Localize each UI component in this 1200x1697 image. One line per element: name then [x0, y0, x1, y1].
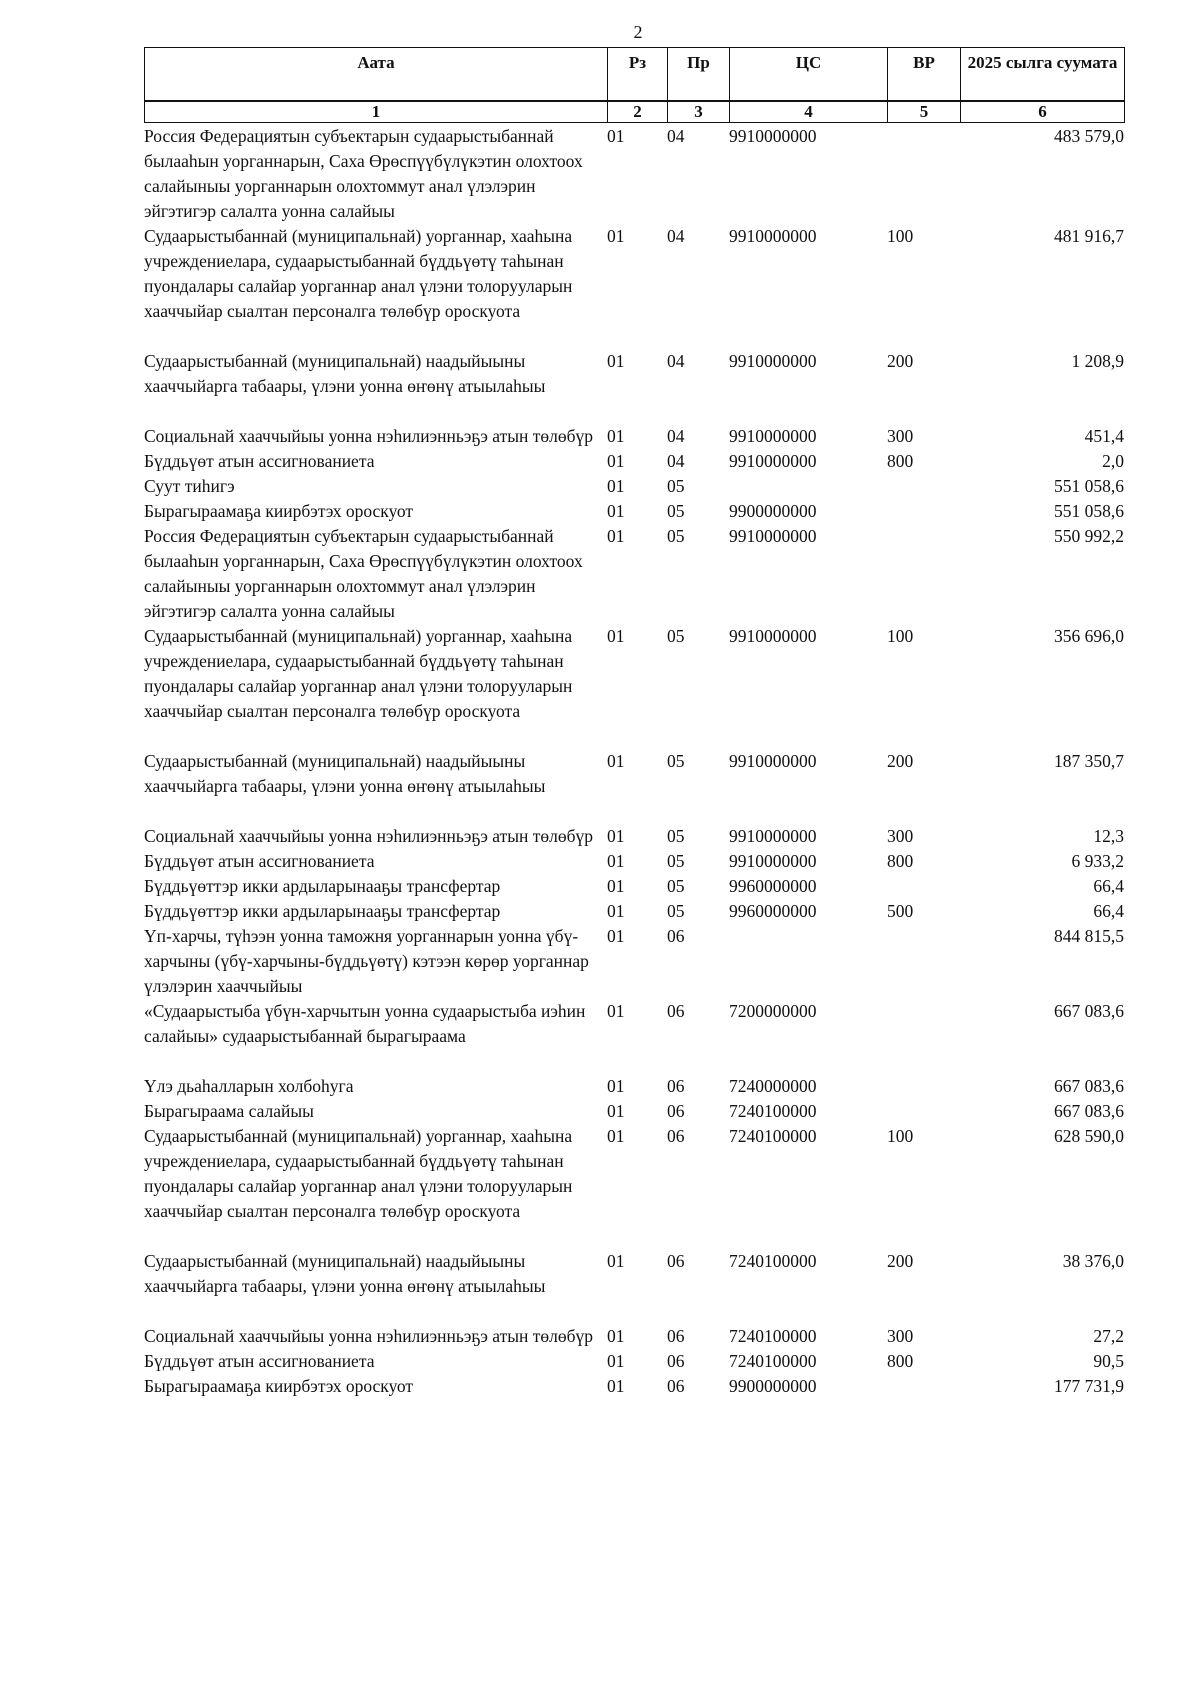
cell-rz: 01	[607, 476, 625, 496]
cell-rz: 01	[607, 826, 625, 846]
cell-amount: 2,0	[1102, 451, 1124, 471]
cell-pr: 04	[667, 351, 685, 371]
cell-vr: 100	[887, 226, 914, 246]
table-row	[144, 424, 1124, 449]
cell-rz: 01	[607, 526, 625, 546]
table-row	[144, 1324, 1124, 1349]
header-rz: Рз	[608, 48, 668, 102]
cell-vr: 100	[887, 626, 914, 646]
cell-amount: 551 058,6	[1054, 501, 1124, 521]
cell-amount: 667 083,6	[1054, 1101, 1124, 1121]
table-row	[144, 224, 1124, 349]
table-row	[144, 849, 1124, 874]
cell-name: Бүддьүөттэр икки ардыларынааҕы трансфертар	[144, 901, 501, 921]
cell-name: Судаарыстыбаннай (муниципальнай) уорганнар, хааһына учреждениелара, судаарыстыбаннай бүддьүөтү таһынан пуондалары салайар уорганнар анал үлэни толорууларын хааччыйар сыалтан персоналга төлөбүр ороскуота	[144, 226, 573, 321]
cell-cs: 9910000000	[729, 226, 817, 246]
cell-amount: 187 350,7	[1054, 751, 1124, 771]
cell-pr: 06	[667, 1076, 685, 1096]
table-row	[144, 924, 1124, 999]
cell-vr	[887, 474, 960, 499]
cell-rz: 01	[607, 901, 625, 921]
cell-vr	[887, 924, 960, 999]
cell-pr: 05	[667, 751, 685, 771]
cell-name: Бүддьүөттэр икки ардыларынааҕы трансфертар	[144, 876, 501, 896]
cell-vr: 300	[887, 426, 914, 446]
cell-rz: 01	[607, 126, 625, 146]
table-row	[144, 624, 1124, 749]
cell-rz: 01	[607, 1351, 625, 1371]
cell-vr	[887, 524, 960, 624]
cell-name: Судаарыстыбаннай (муниципальнай) уорганнар, хааһына учреждениелара, судаарыстыбаннай бүддьүөтү таһынан пуондалары салайар уорганнар анал үлэни толорууларын хааччыйар сыалтан персоналга төлөбүр ороскуота	[144, 1126, 573, 1221]
cell-name: Бырагыраамаҕа киирбэтэх ороскуот	[144, 501, 414, 521]
cell-amount: 27,2	[1093, 1326, 1124, 1346]
cell-cs	[729, 924, 887, 999]
cell-cs: 7240000000	[729, 1076, 817, 1096]
cell-vr: 300	[887, 826, 914, 846]
cell-vr	[887, 1074, 960, 1099]
cell-pr: 06	[667, 1376, 685, 1396]
table-row	[144, 524, 1124, 624]
cell-vr: 800	[887, 1351, 914, 1371]
table-row	[144, 1374, 1124, 1399]
cell-name: «Судаарыстыба үбүн-харчытын уонна судаарыстыба иэһин салайыы» судаарыстыбаннай бырагыраама	[144, 1001, 586, 1046]
cell-pr: 05	[667, 476, 685, 496]
budget-table	[144, 124, 1124, 1399]
cell-cs: 9910000000	[729, 851, 817, 871]
table-row	[144, 1124, 1124, 1249]
cell-rz: 01	[607, 451, 625, 471]
cell-rz: 01	[607, 1076, 625, 1096]
cell-pr: 06	[667, 1326, 685, 1346]
cell-vr: 100	[887, 1126, 914, 1146]
cell-pr: 05	[667, 526, 685, 546]
table-row	[144, 124, 1124, 224]
cell-pr: 05	[667, 826, 685, 846]
cell-pr: 05	[667, 876, 685, 896]
cell-amount: 66,4	[1093, 901, 1124, 921]
cell-name: Бүддьүөт атын ассигнованиета	[144, 1351, 375, 1371]
cell-pr: 06	[667, 1251, 685, 1271]
cell-cs: 9910000000	[729, 751, 817, 771]
cell-amount: 6 933,2	[1071, 851, 1124, 871]
cell-rz: 01	[607, 1376, 625, 1396]
cell-amount: 667 083,6	[1054, 1076, 1124, 1096]
table-row	[144, 749, 1124, 824]
cell-vr: 300	[887, 1326, 914, 1346]
cell-amount: 66,4	[1093, 876, 1124, 896]
table-row	[144, 449, 1124, 474]
col-number-5: 5	[888, 101, 961, 123]
table-row	[144, 1099, 1124, 1124]
header-pr: Пр	[668, 48, 730, 102]
cell-rz: 01	[607, 751, 625, 771]
cell-cs: 7240100000	[729, 1126, 817, 1146]
cell-cs: 9910000000	[729, 526, 817, 546]
cell-amount: 177 731,9	[1054, 1376, 1124, 1396]
cell-cs: 7240100000	[729, 1326, 817, 1346]
col-number-6: 6	[961, 101, 1125, 123]
table-row	[144, 474, 1124, 499]
cell-cs	[729, 474, 887, 499]
cell-rz: 01	[607, 1126, 625, 1146]
cell-name: Бүддьүөт атын ассигнованиета	[144, 851, 375, 871]
cell-name: Судаарыстыбаннай (муниципальнай) уорганнар, хааһына учреждениелара, судаарыстыбаннай бүддьүөтү таһынан пуондалары салайар уорганнар анал үлэни толорууларын хааччыйар сыалтан персоналга төлөбүр ороскуота	[144, 626, 573, 721]
cell-name: Россия Федерациятын субъектарын судаарыстыбаннай былааһын уорганнарын, Саха Өрөспүүбүлүкэтин олохтоох салайыныы уорганнарын олохтоммут анал үлэлэрин эйгэтигэр салалта уонна салайыы	[144, 126, 583, 221]
cell-rz: 01	[607, 851, 625, 871]
cell-pr: 06	[667, 1351, 685, 1371]
cell-vr: 800	[887, 851, 914, 871]
cell-name: Үлэ дьаһалларын холбоһуга	[144, 1076, 354, 1096]
cell-cs: 9960000000	[729, 876, 817, 896]
cell-rz: 01	[607, 1001, 625, 1021]
cell-rz: 01	[607, 876, 625, 896]
cell-cs: 9910000000	[729, 126, 817, 146]
table-row	[144, 1349, 1124, 1374]
cell-cs: 7200000000	[729, 1001, 817, 1021]
cell-amount: 667 083,6	[1054, 1001, 1124, 1021]
cell-pr: 04	[667, 426, 685, 446]
cell-rz: 01	[607, 501, 625, 521]
cell-pr: 04	[667, 451, 685, 471]
cell-amount: 550 992,2	[1054, 526, 1124, 546]
page-number: 2	[633, 22, 643, 42]
cell-rz: 01	[607, 1326, 625, 1346]
cell-vr	[887, 874, 960, 899]
cell-name: Социальнай хааччыйыы уонна нэһилиэнньэҕэ атын төлөбүр	[144, 826, 594, 846]
cell-pr: 05	[667, 626, 685, 646]
header-vr: ВР	[888, 48, 961, 102]
cell-cs: 7240100000	[729, 1101, 817, 1121]
cell-vr	[887, 499, 960, 524]
cell-amount: 12,3	[1093, 826, 1124, 846]
table-row	[144, 874, 1124, 899]
table-row	[144, 999, 1124, 1074]
cell-name: Россия Федерациятын субъектарын судаарыстыбаннай былааһын уорганнарын, Саха Өрөспүүбүлүкэтин олохтоох салайыныы уорганнарын олохтоммут анал үлэлэрин эйгэтигэр салалта уонна салайыы	[144, 526, 583, 621]
cell-name: Бүддьүөт атын ассигнованиета	[144, 451, 375, 471]
cell-pr: 06	[667, 1001, 685, 1021]
col-number-2: 2	[608, 101, 668, 123]
cell-amount: 356 696,0	[1054, 626, 1124, 646]
table-row	[144, 1249, 1124, 1324]
cell-cs: 9910000000	[729, 826, 817, 846]
cell-cs: 9910000000	[729, 451, 817, 471]
cell-cs: 9910000000	[729, 626, 817, 646]
col-number-4: 4	[730, 101, 888, 123]
cell-cs: 9900000000	[729, 501, 817, 521]
table-row	[144, 899, 1124, 924]
cell-vr	[887, 1099, 960, 1124]
cell-name: Социальнай хааччыйыы уонна нэһилиэнньэҕэ атын төлөбүр	[144, 1326, 594, 1346]
table-row	[144, 1074, 1124, 1099]
cell-cs: 7240100000	[729, 1251, 817, 1271]
cell-cs: 9900000000	[729, 1376, 817, 1396]
cell-rz: 01	[607, 626, 625, 646]
cell-rz: 01	[607, 226, 625, 246]
cell-amount: 38 376,0	[1062, 1251, 1124, 1271]
cell-amount: 844 815,5	[1054, 926, 1124, 946]
header-name: Аата	[145, 48, 608, 102]
cell-pr: 06	[667, 926, 685, 946]
cell-rz: 01	[607, 426, 625, 446]
cell-name: Судаарыстыбаннай (муниципальнай) наадыйыыны хааччыйарга табаары, үлэни уонна өҥөнү атыылаһыы	[144, 1251, 546, 1296]
cell-vr: 800	[887, 451, 914, 471]
cell-amount: 1 208,9	[1071, 351, 1124, 371]
cell-pr: 06	[667, 1126, 685, 1146]
cell-cs: 9910000000	[729, 426, 817, 446]
cell-amount: 628 590,0	[1054, 1126, 1124, 1146]
cell-vr	[887, 999, 960, 1074]
cell-rz: 01	[607, 1251, 625, 1271]
cell-vr: 200	[887, 751, 914, 771]
cell-vr: 200	[887, 351, 914, 371]
cell-pr: 06	[667, 1101, 685, 1121]
cell-amount: 551 058,6	[1054, 476, 1124, 496]
cell-name: Судаарыстыбаннай (муниципальнай) наадыйыыны хааччыйарга табаары, үлэни уонна өҥөнү атыылаһыы	[144, 751, 546, 796]
col-number-1: 1	[145, 101, 608, 123]
cell-vr	[887, 1374, 960, 1399]
cell-name: Суут тиһигэ	[144, 476, 235, 496]
header-amount: 2025 сылга суумата	[961, 48, 1125, 102]
cell-name: Үп-харчы, түһээн уонна таможня уорганнарын уонна үбү-харчыны (үбү-харчыны-бүддьүөтү) кэтээн көрөр уорганнар үлэлэрин хааччыйыы	[144, 926, 589, 996]
table-row	[144, 499, 1124, 524]
cell-name: Бырагыраамаҕа киирбэтэх ороскуот	[144, 1376, 414, 1396]
cell-amount: 90,5	[1093, 1351, 1124, 1371]
cell-pr: 05	[667, 851, 685, 871]
cell-vr: 500	[887, 901, 914, 921]
cell-amount: 481 916,7	[1054, 226, 1124, 246]
cell-pr: 05	[667, 501, 685, 521]
table-header	[144, 47, 1125, 123]
cell-rz: 01	[607, 926, 625, 946]
table-row	[144, 349, 1124, 424]
cell-rz: 01	[607, 1101, 625, 1121]
cell-cs: 9910000000	[729, 351, 817, 371]
cell-name: Судаарыстыбаннай (муниципальнай) наадыйыыны хааччыйарга табаары, үлэни уонна өҥөнү атыылаһыы	[144, 351, 546, 396]
cell-cs: 9960000000	[729, 901, 817, 921]
cell-pr: 04	[667, 126, 685, 146]
cell-name: Бырагыраама салайыы	[144, 1101, 314, 1121]
header-cs: ЦС	[730, 48, 888, 102]
cell-vr: 200	[887, 1251, 914, 1271]
col-number-3: 3	[668, 101, 730, 123]
cell-cs: 7240100000	[729, 1351, 817, 1371]
cell-rz: 01	[607, 351, 625, 371]
cell-name: Социальнай хааччыйыы уонна нэһилиэнньэҕэ атын төлөбүр	[144, 426, 594, 446]
cell-vr	[887, 124, 960, 224]
cell-pr: 05	[667, 901, 685, 921]
cell-pr: 04	[667, 226, 685, 246]
table-row	[144, 824, 1124, 849]
cell-amount: 483 579,0	[1054, 126, 1124, 146]
cell-amount: 451,4	[1084, 426, 1124, 446]
